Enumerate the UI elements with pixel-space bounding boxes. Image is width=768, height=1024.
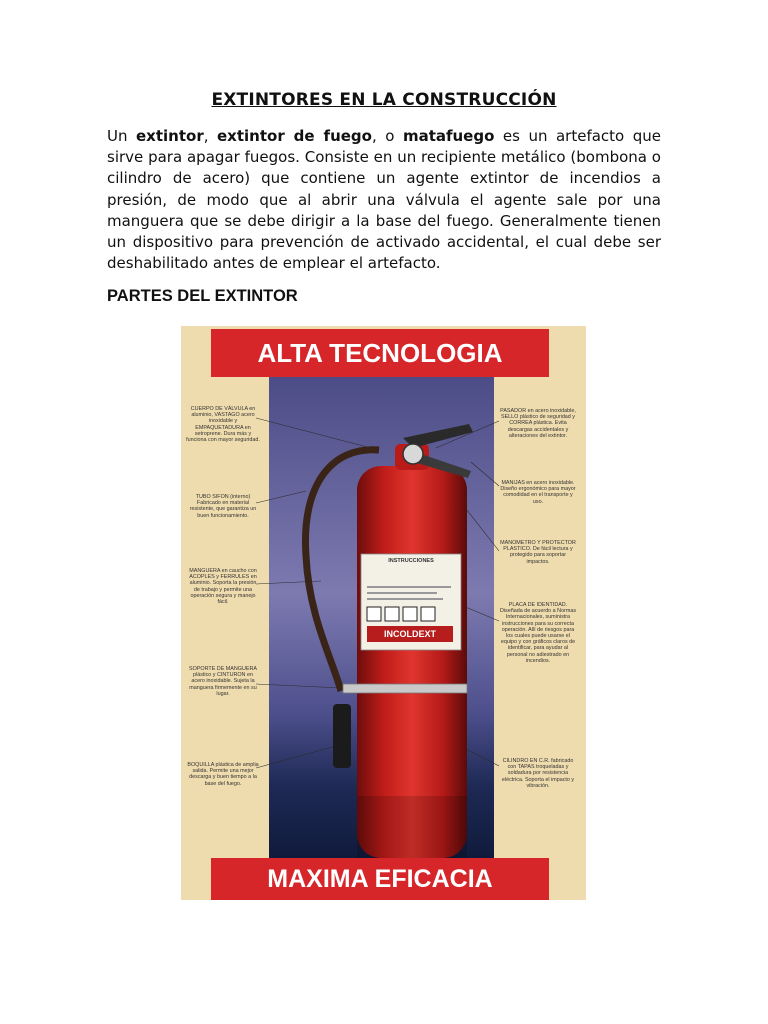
callout-nozzle: BOQUILLA plástica de amplia salida. Permite una mejor descarga y buen tiempo a la base del fuego.: [187, 762, 259, 787]
callout-gauge: MANOMETRO Y PROTECTOR PLASTICO. De fácil lectura y protegido para soportar impactos.: [500, 540, 576, 565]
metal-strap: [343, 684, 467, 693]
paragraph-text: es un artefacto que sirve para apagar fuegos. Consiste en un recipiente metálico (bombona o cilindro de acero) que contiene un agente extintor de incendios a presión, de modo que al abrir una válvula el agente sale por una manguera que se debe dirigir a la base del fuego. Generalmente tienen un dispositivo para prevención de activado accidental, el cual debe ser deshabilitado antes de emplear el artefacto.: [107, 127, 661, 273]
paragraph-bold-term: matafuego: [402, 127, 495, 145]
page-title: EXTINTORES EN LA CONSTRUCCIÓN: [211, 90, 557, 110]
bottom-banner: MAXIMA EFICACIA: [211, 858, 549, 900]
brand-name: INCOLDEXT: [383, 629, 436, 639]
top-banner: ALTA TECNOLOGIA: [211, 329, 549, 377]
pressure-gauge: [403, 444, 423, 464]
paragraph-text: , o: [371, 127, 403, 145]
intro-paragraph: [107, 126, 661, 274]
paragraph-text: ,: [203, 127, 217, 145]
callout-hose: MANGUERA en caucho con ACOPLES y FERRULES en aluminio. Soporta la presión de trabajo y permite una operación segura y manejo fácil.: [189, 568, 257, 606]
callout-hose-support: SOPORTE DE MANGUERA plástico y CINTURON en acero inoxidable. Sujeta la manguera firmemente en su lugar.: [189, 666, 257, 697]
section-heading: PARTES DEL EXTINTOR: [107, 287, 298, 305]
callout-cylinder: CILINDRO EN C.R. fabricado con TAPAS troqueladas y soldadura por resistencia eléctrica. Soporta el impacto y vibración.: [501, 758, 575, 789]
nozzle: [333, 704, 351, 768]
extinguisher-poster: [181, 326, 586, 900]
paragraph-bold-term: extintor de fuego: [217, 127, 372, 145]
callout-siphon-tube: TUBO SIFON (interno) Fabricado en material resistente, que garantiza un buen funcionamiento.: [189, 494, 257, 519]
callout-valve-body: CUERPO DE VÁLVULA en aluminio, VASTAGO acero inoxidable y EMPAQUETADURA en setroprene. Dura más y funciona con mayor seguridad.: [186, 406, 260, 444]
callout-id-plate: PLACA DE IDENTIDAD. Diseñada de acuerdo a Normas Internacionales, suministra instrucciones para su correcta operación. Allí de riesgos para los cuales puede usarse el equipo y con gráficos claros de identificar, para ayudar al personal no adiestrado en incendios.: [499, 602, 577, 664]
callout-pin-seal: PASADOR en acero inoxidable, SELLO plástico de seguridad y CORREA plástica. Evita descargas accidentales y alteraciones del extintor.: [500, 408, 576, 439]
paragraph-bold-term: extintor: [136, 127, 204, 145]
callout-handles: MANIJAS en acero inoxidable. Diseño ergonómico para mayor comodidad en el transporte y uso.: [500, 480, 576, 505]
label-title-text: INSTRUCCIONES: [388, 558, 434, 564]
paragraph-text: Un: [107, 127, 136, 145]
